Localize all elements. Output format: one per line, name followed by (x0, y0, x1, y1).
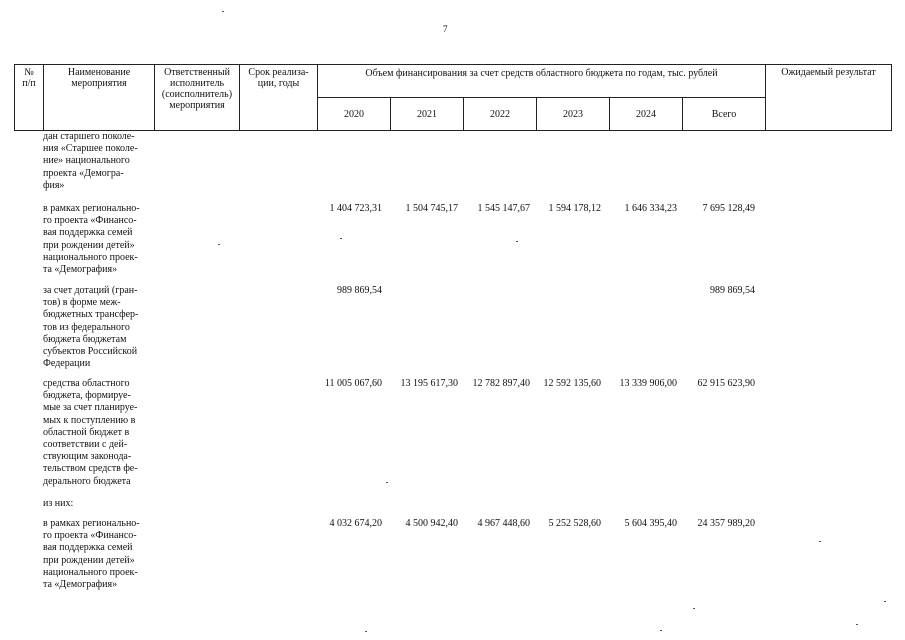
row-name: за счет дотаций (гран- тов) в форме меж- бюджетных трансфер- тов из федерального бюджета бюджетам субъектов Российской Федерации (43, 285, 139, 370)
header-year-2021: 2021 (391, 98, 464, 131)
value-total: 989 869,54 (710, 285, 755, 296)
value-2022: 1 545 147,67 (477, 203, 530, 214)
scan-speck (819, 541, 821, 542)
value-2021: 13 195 617,30 (400, 378, 458, 389)
value-2021: 1 504 745,17 (405, 203, 458, 214)
scan-speck (222, 11, 224, 12)
value-2023: 5 252 528,60 (548, 518, 601, 529)
value-total: 7 695 128,49 (702, 203, 755, 214)
scan-speck (365, 631, 367, 632)
row-name: из них: (43, 498, 74, 509)
scan-speck (884, 601, 886, 602)
row-name: в рамках регионально- го проекта «Финансо- вая поддержка семей при рождении детей» национального проек- та «Демография» (43, 518, 140, 591)
value-2024: 5 604 395,40 (624, 518, 677, 529)
scan-speck (856, 624, 858, 625)
header-result: Ожидаемый результат (766, 65, 892, 131)
value-2023: 1 594 178,12 (548, 203, 601, 214)
value-total: 24 357 989,20 (697, 518, 755, 529)
header-executor: Ответственный исполнитель (соисполнитель) мероприятия (155, 65, 240, 131)
value-total: 62 915 623,90 (697, 378, 755, 389)
header-year-2020: 2020 (318, 98, 391, 131)
value-2024: 13 339 906,00 (619, 378, 677, 389)
header-period: Срок реализа-ции, годы (240, 65, 318, 131)
scan-speck (660, 630, 662, 631)
table-header (14, 64, 892, 131)
header-name: Наименование мероприятия (44, 65, 155, 131)
header-funding: Объем финансирования за счет средств областного бюджета по годам, тыс. рублей (318, 65, 766, 98)
value-2020: 4 032 674,20 (329, 518, 382, 529)
row-name: дан старшего поколе- ния «Старшее поколе- ние» национального проекта «Демогра- фия» (43, 131, 138, 191)
table-body (0, 131, 905, 640)
value-2022: 12 782 897,40 (472, 378, 530, 389)
scan-speck (386, 482, 388, 483)
header-year-2024: 2024 (610, 98, 683, 131)
header-num: № п/п (15, 65, 44, 131)
value-2024: 1 646 334,23 (624, 203, 677, 214)
page-number: 7 (443, 24, 448, 34)
row-name: в рамках регионально- го проекта «Финансо- вая поддержка семей при рождении детей» национального проек- та «Демография» (43, 203, 140, 276)
value-2023: 12 592 135,60 (543, 378, 601, 389)
value-2020: 11 005 067,60 (324, 378, 382, 389)
scan-speck (693, 608, 695, 609)
value-2021: 4 500 942,40 (405, 518, 458, 529)
value-2020: 1 404 723,31 (329, 203, 382, 214)
scan-speck (516, 241, 518, 242)
value-2020: 989 869,54 (337, 285, 382, 296)
header-total: Всего (683, 98, 766, 131)
value-2022: 4 967 448,60 (477, 518, 530, 529)
header-year-2022: 2022 (464, 98, 537, 131)
scan-speck (340, 238, 342, 239)
scan-speck (218, 244, 220, 245)
header-year-2023: 2023 (537, 98, 610, 131)
row-name: средства областного бюджета, формируе- мые за счет планируе- мых к поступлению в областной бюджет в соответствии с дей- ствующим законода- тельством средств фе- дерального бюджета (43, 378, 138, 487)
